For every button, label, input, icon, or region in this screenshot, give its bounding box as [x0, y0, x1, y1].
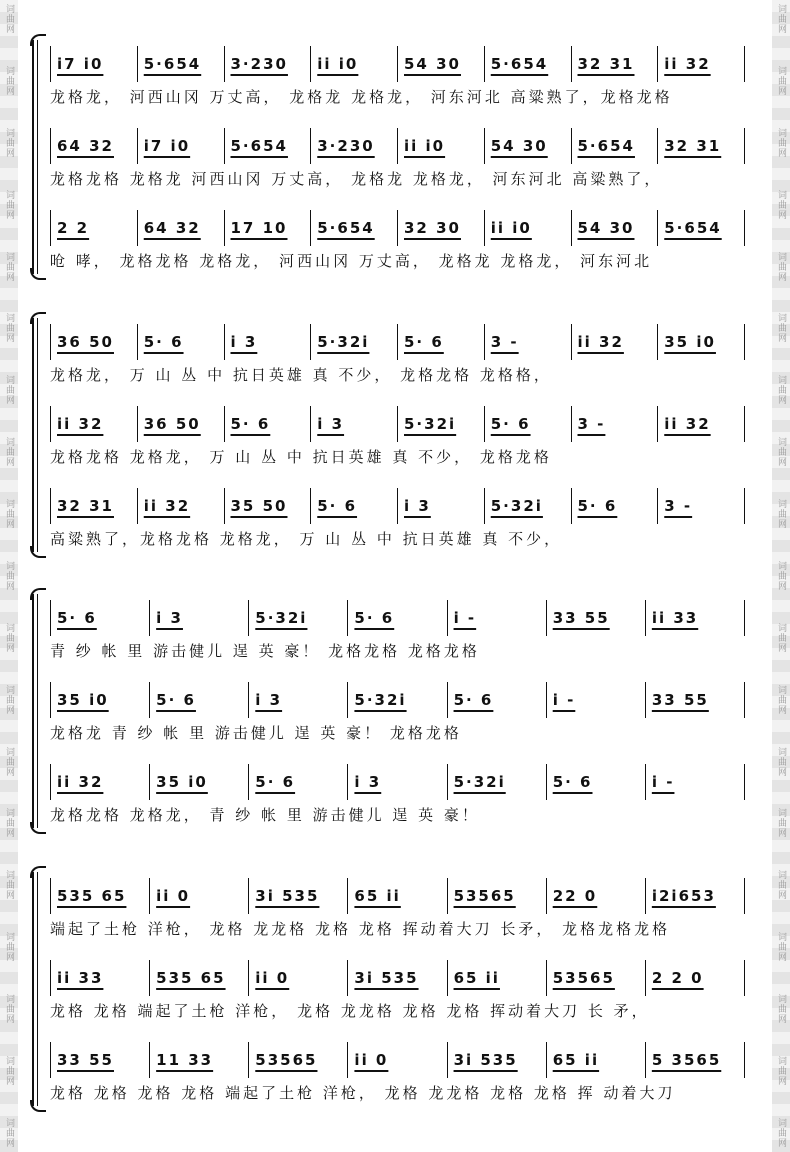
measure [224, 488, 311, 524]
measure-notes: 5·654 [230, 137, 288, 155]
measure-notes: 3 - [577, 415, 606, 433]
measure [447, 878, 546, 914]
lyric-line: 龙格龙格 龙格龙， 万 山 丛 中 抗日英雄 真 不少， 龙格龙格 [50, 448, 552, 466]
watermark-text: 词曲网 [4, 375, 14, 406]
end-barline [744, 128, 745, 164]
measure-notes: 3·230 [230, 55, 288, 73]
watermark-text: 词曲网 [4, 994, 14, 1024]
measure [645, 600, 744, 636]
measure-notes: ii 0 [255, 969, 290, 987]
measure [347, 682, 446, 718]
measure-notes: 64 32 [143, 219, 201, 237]
measure [657, 210, 744, 246]
measure-notes: 5· 6 [255, 773, 296, 791]
measure [484, 406, 571, 442]
measure [347, 960, 446, 996]
notation-line [50, 682, 758, 718]
measure [645, 1042, 744, 1078]
measure-notes: 65 ii [354, 887, 401, 905]
watermark-text: 词曲网 [4, 560, 14, 591]
end-barline [744, 210, 745, 246]
measure-notes: 5·32i [404, 415, 457, 433]
measure [149, 600, 248, 636]
measure [347, 878, 446, 914]
end-barline [744, 488, 745, 524]
score-system [36, 594, 758, 828]
measure-notes: i 3 [255, 691, 283, 709]
measure-notes: i - [552, 691, 576, 709]
measure [546, 1042, 645, 1078]
measure [397, 324, 484, 360]
measure [310, 488, 397, 524]
end-barline [744, 682, 745, 718]
measure-notes: ii 33 [57, 969, 104, 987]
notation-line [50, 1042, 758, 1078]
lyric-line: 龙格 龙格 端起了土枪 洋枪， 龙格 龙龙格 龙格 龙格 挥动着大刀 长 矛， [50, 1002, 650, 1020]
measure-notes: 5·32i [354, 691, 407, 709]
lyric-line: 高粱熟了，龙格龙格 龙格龙， 万 山 丛 中 抗日英雄 真 不少， [50, 530, 563, 548]
voice-part [36, 872, 758, 954]
measure-notes: i 3 [404, 497, 431, 515]
notation-line [50, 46, 758, 82]
measure [484, 128, 571, 164]
watermark-text: 词曲网 [4, 127, 14, 158]
lyric-line: 龙格 龙格 龙格 龙格 端起了土枪 洋枪， 龙格 龙龙格 龙格 龙格 挥 动着大刀 [50, 1084, 676, 1102]
end-barline [744, 1042, 745, 1078]
measure [50, 46, 137, 82]
measure [248, 682, 347, 718]
watermark-text: 词曲网 [4, 1117, 14, 1148]
voice-part [36, 318, 758, 400]
measure-notes: 5 3565 [651, 1051, 722, 1069]
measure [50, 406, 137, 442]
end-barline [744, 960, 745, 996]
system-bracket [32, 594, 34, 828]
watermark-text: 词曲网 [776, 560, 786, 591]
measure [137, 406, 224, 442]
measure-notes: 54 30 [490, 137, 548, 155]
watermark-text: 词曲网 [4, 808, 14, 839]
measure-notes: 2 2 [57, 219, 90, 237]
measure [484, 46, 571, 82]
measure-notes: 17 10 [230, 219, 288, 237]
measure-notes: 53565 [255, 1051, 318, 1069]
measure [645, 764, 744, 800]
lyric-line: 端起了土枪 洋枪， 龙格 龙龙格 龙格 龙格 挥动着大刀 长矛， 龙格龙格龙格 [50, 920, 671, 938]
voice-part [36, 676, 758, 758]
measure-notes: 3 - [490, 333, 519, 351]
measure-notes: 5·32i [453, 773, 506, 791]
measure-notes: i2i653 [651, 887, 716, 905]
measure [657, 406, 744, 442]
measure-notes: 5·32i [490, 497, 543, 515]
measure-notes: 3·230 [317, 137, 375, 155]
measure-notes: 32 31 [577, 55, 635, 73]
system-bracket [32, 40, 34, 274]
measure-notes: 5·654 [577, 137, 635, 155]
measure [347, 764, 446, 800]
end-barline [744, 600, 745, 636]
measure [447, 682, 546, 718]
lyric-line: 龙格龙 青 纱 帐 里 游击健儿 逞 英 豪！ 龙格龙格 [50, 724, 462, 742]
measure [248, 960, 347, 996]
measure-notes: 53565 [453, 887, 516, 905]
notation-line [50, 488, 758, 524]
measure-notes: 535 65 [57, 887, 127, 905]
measure-notes: 5· 6 [317, 497, 358, 515]
voice-part [36, 40, 758, 122]
lyric-line: 呛 哮， 龙格龙格 龙格龙， 河西山冈 万丈高， 龙格龙 龙格龙， 河东河北 [50, 252, 653, 270]
measure [50, 878, 149, 914]
measure [310, 406, 397, 442]
measure [224, 46, 311, 82]
measure [571, 488, 658, 524]
watermark-text: 词曲网 [776, 375, 786, 406]
measure-notes: 5· 6 [453, 691, 494, 709]
measure-notes: i 3 [317, 415, 345, 433]
measure [224, 406, 311, 442]
measure-notes: i - [651, 773, 675, 791]
lyric-line: 龙格龙， 河西山冈 万丈高， 龙格龙 龙格龙， 河东河北 高粱熟了，龙格龙格 [50, 88, 673, 106]
watermark-text: 词曲网 [4, 189, 14, 220]
measure-notes: ii 32 [577, 333, 624, 351]
measure [137, 128, 224, 164]
measure [50, 210, 137, 246]
watermark-text: 词曲网 [776, 127, 786, 158]
watermark-text: 词曲网 [4, 437, 14, 468]
measure-notes: 33 55 [552, 609, 610, 627]
watermark-text: 词曲网 [4, 684, 14, 715]
measure-notes: ii 0 [354, 1051, 389, 1069]
measure-notes: 36 50 [143, 415, 201, 433]
measure [484, 488, 571, 524]
measure [447, 960, 546, 996]
measure-notes: i 3 [354, 773, 382, 791]
measure-notes: 53565 [552, 969, 615, 987]
measure [248, 1042, 347, 1078]
measure [224, 324, 311, 360]
system-bracket [32, 872, 34, 1106]
measure [50, 128, 137, 164]
measure-notes: 5·32i [255, 609, 308, 627]
measure-notes: 5· 6 [143, 333, 184, 351]
notation-line [50, 960, 758, 996]
measure-notes: 5· 6 [577, 497, 618, 515]
measure [657, 488, 744, 524]
measure [657, 46, 744, 82]
measure [149, 878, 248, 914]
score-system [36, 318, 758, 552]
watermark-text: 词曲网 [776, 1117, 786, 1148]
measure [645, 878, 744, 914]
lyric-line: 青 纱 帐 里 游击健儿 逞 英 豪！ 龙格龙格 龙格龙格 [50, 642, 480, 660]
measure-notes: ii i0 [490, 219, 532, 237]
end-barline [744, 878, 745, 914]
measure-notes: i7 i0 [57, 55, 104, 73]
measure-notes: 535 65 [156, 969, 226, 987]
measure-notes: ii 0 [156, 887, 191, 905]
notation-line [50, 764, 758, 800]
measure [248, 878, 347, 914]
notation-line [50, 128, 758, 164]
voice-part [36, 1036, 758, 1118]
voice-part [36, 122, 758, 204]
measure-notes: ii i0 [317, 55, 359, 73]
measure [447, 764, 546, 800]
measure-notes: 32 31 [57, 497, 114, 515]
watermark-text: 词曲网 [776, 189, 786, 220]
measure [397, 128, 484, 164]
watermark-text: 词曲网 [776, 1055, 786, 1086]
measure [571, 210, 658, 246]
watermark-text: 词曲网 [776, 313, 786, 344]
voice-part [36, 954, 758, 1036]
measure-notes: 5· 6 [156, 691, 196, 709]
measure [137, 324, 224, 360]
notation-line [50, 878, 758, 914]
measure [149, 764, 248, 800]
voice-part [36, 204, 758, 286]
measure [248, 764, 347, 800]
measure [447, 600, 546, 636]
watermark-text: 词曲网 [4, 746, 14, 777]
watermark-text: 词曲网 [776, 994, 786, 1024]
measure [571, 46, 658, 82]
measure [546, 764, 645, 800]
measure-notes: 5·654 [317, 219, 375, 237]
watermark-text: 词曲网 [4, 65, 14, 96]
measure [224, 128, 311, 164]
measure [50, 764, 149, 800]
end-barline [744, 46, 745, 82]
measure-notes: 36 50 [57, 333, 114, 351]
measure-notes: i - [453, 609, 477, 627]
system-bracket [32, 318, 34, 552]
measure-notes: 65 ii [453, 969, 500, 987]
watermark-text: 词曲网 [776, 437, 786, 468]
measure-notes: 35 50 [230, 497, 288, 515]
measure-notes: 35 i0 [156, 773, 208, 791]
measure-notes: 33 55 [57, 1051, 114, 1069]
measure [546, 878, 645, 914]
watermark-text: 词曲网 [776, 808, 786, 839]
measure [657, 128, 744, 164]
measure-notes: 32 30 [404, 219, 461, 237]
lyric-line: 龙格龙， 万 山 丛 中 抗日英雄 真 不少， 龙格龙格 龙格格， [50, 366, 552, 384]
measure-notes: 5·32i [317, 333, 370, 351]
measure [546, 682, 645, 718]
voice-part [36, 400, 758, 482]
measure [571, 406, 658, 442]
measure [50, 488, 137, 524]
watermark-text: 词曲网 [776, 499, 786, 529]
measure-notes: 5·654 [490, 55, 549, 73]
measure [546, 960, 645, 996]
watermark-text: 词曲网 [4, 622, 14, 653]
watermark-text: 词曲网 [776, 251, 786, 282]
measure-notes: ii 32 [57, 415, 104, 433]
measure-notes: 5· 6 [404, 333, 444, 351]
measure-notes: 35 i0 [57, 691, 109, 709]
measure-notes: ii 32 [664, 415, 711, 433]
measure [137, 210, 224, 246]
measure [546, 600, 645, 636]
measure [571, 128, 658, 164]
voice-part [36, 482, 758, 564]
watermark-text: 词曲网 [776, 622, 786, 653]
measure-notes: 5· 6 [552, 773, 593, 791]
watermark-text: 词曲网 [4, 4, 14, 34]
watermark-text: 词曲网 [4, 1055, 14, 1086]
voice-part [36, 758, 758, 840]
measure [657, 324, 744, 360]
measure-notes: 11 33 [156, 1051, 214, 1069]
measure [397, 210, 484, 246]
measure-notes: 5· 6 [490, 415, 531, 433]
measure [484, 324, 571, 360]
measure [347, 1042, 446, 1078]
measure-notes: 3i 535 [255, 887, 320, 905]
measure-notes: 5·654 [664, 219, 722, 237]
watermark-text: 词曲网 [776, 65, 786, 96]
lyric-line: 龙格龙格 龙格龙 河西山冈 万丈高， 龙格龙 龙格龙， 河东河北 高粱熟了， [50, 170, 663, 188]
measure-notes: 54 30 [577, 219, 635, 237]
measure-notes: 33 55 [651, 691, 709, 709]
watermark-strip-left [0, 0, 18, 1152]
measure-notes: 3i 535 [354, 969, 419, 987]
measure [149, 1042, 248, 1078]
measure [310, 210, 397, 246]
measure [310, 46, 397, 82]
watermark-text: 词曲网 [4, 870, 14, 901]
watermark-text: 词曲网 [776, 932, 786, 963]
measure-notes: 64 32 [57, 137, 114, 155]
measure [397, 46, 484, 82]
measure-notes: 5· 6 [230, 415, 271, 433]
measure-notes: 32 31 [664, 137, 722, 155]
score-system [36, 40, 758, 274]
measure-notes: ii 32 [143, 497, 191, 515]
measure [149, 682, 248, 718]
watermark-text: 词曲网 [4, 313, 14, 344]
measure-notes: 5· 6 [57, 609, 97, 627]
measure-notes: i 3 [156, 609, 183, 627]
measure [149, 960, 248, 996]
watermark-text: 词曲网 [776, 870, 786, 901]
measure [137, 46, 224, 82]
measure-notes: i7 i0 [143, 137, 191, 155]
watermark-text: 词曲网 [4, 251, 14, 282]
measure [224, 210, 311, 246]
score-system [36, 872, 758, 1106]
watermark-text: 词曲网 [4, 499, 14, 529]
lyric-line: 龙格龙格 龙格龙， 青 纱 帐 里 游击健儿 逞 英 豪！ [50, 806, 480, 824]
measure-notes: ii 33 [651, 609, 699, 627]
measure [571, 324, 658, 360]
watermark-text: 词曲网 [776, 684, 786, 715]
measure [397, 488, 484, 524]
measure-notes: 2 2 0 [651, 969, 704, 987]
measure [50, 682, 149, 718]
measure [397, 406, 484, 442]
notation-line [50, 324, 758, 360]
measure [645, 682, 744, 718]
measure-notes: 22 0 [552, 887, 598, 905]
notation-line [50, 406, 758, 442]
voice-part [36, 594, 758, 676]
measure [248, 600, 347, 636]
end-barline [744, 406, 745, 442]
measure [645, 960, 744, 996]
measure-notes: 54 30 [404, 55, 461, 73]
measure-notes: 65 ii [552, 1051, 600, 1069]
measure [310, 324, 397, 360]
measure-notes: ii i0 [404, 137, 446, 155]
measure-notes: ii 32 [57, 773, 104, 791]
end-barline [744, 764, 745, 800]
measure [137, 488, 224, 524]
end-barline [744, 324, 745, 360]
watermark-strip-right [772, 0, 790, 1152]
measure [50, 324, 137, 360]
measure-notes: ii 32 [664, 55, 711, 73]
measure [310, 128, 397, 164]
notation-line [50, 600, 758, 636]
notation-line [50, 210, 758, 246]
measure-notes: i 3 [230, 333, 258, 351]
measure [447, 1042, 546, 1078]
measure [50, 600, 149, 636]
measure-notes: 5·654 [143, 55, 202, 73]
measure [347, 600, 446, 636]
measure-notes: 5· 6 [354, 609, 395, 627]
watermark-text: 词曲网 [776, 4, 786, 34]
measure [50, 960, 149, 996]
measure-notes: 3i 535 [453, 1051, 518, 1069]
watermark-text: 词曲网 [4, 932, 14, 963]
measure-notes: 3 - [664, 497, 693, 515]
measure-notes: 35 i0 [664, 333, 716, 351]
watermark-text: 词曲网 [776, 746, 786, 777]
measure [50, 1042, 149, 1078]
measure [484, 210, 571, 246]
